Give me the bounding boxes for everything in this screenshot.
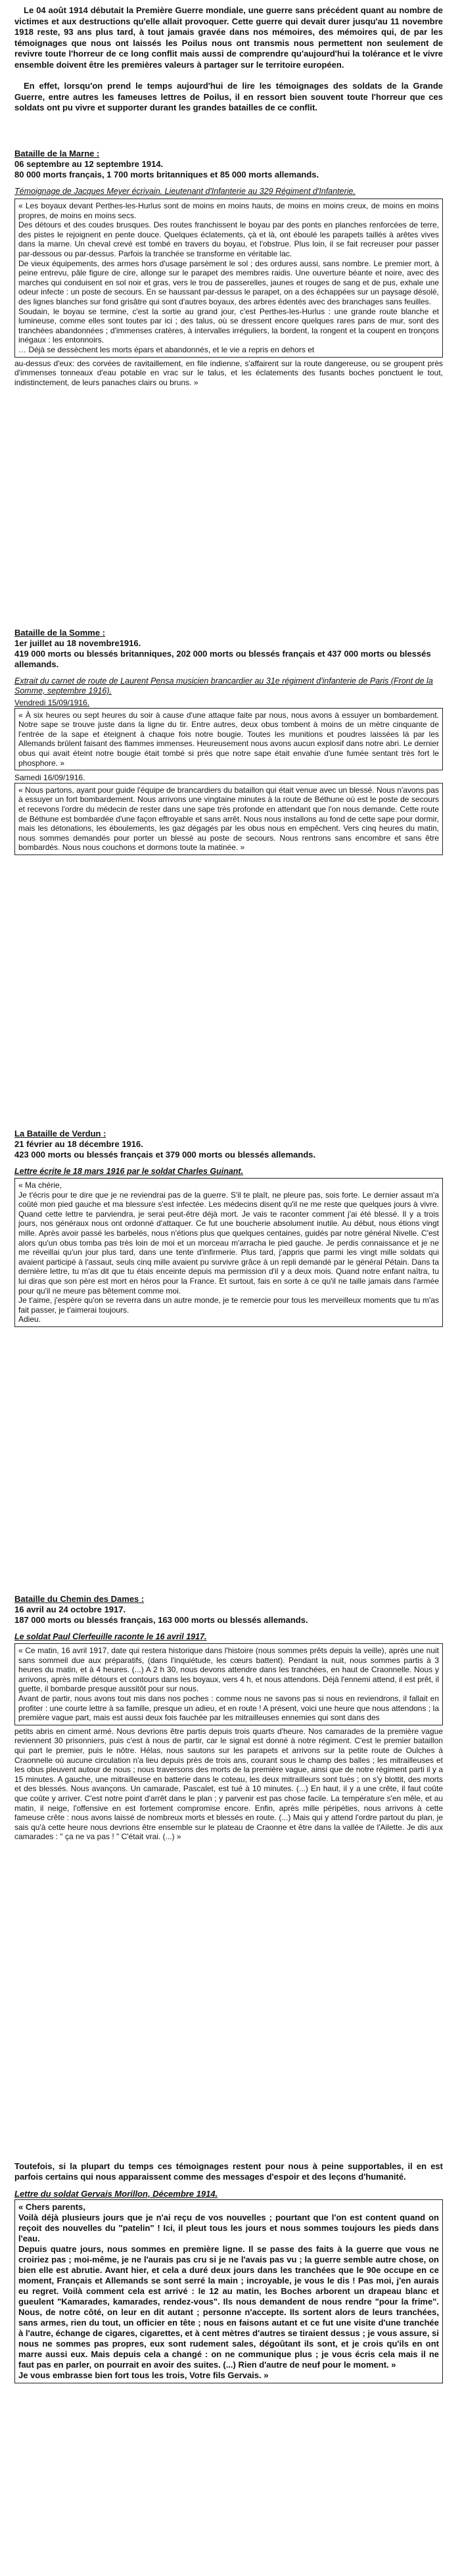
marne-testimony-box bbox=[14, 199, 443, 358]
closing-section bbox=[14, 2161, 443, 2383]
somme-date-1: Vendredi 15/09/1916. bbox=[14, 698, 90, 707]
marne-box-paragraph: « Les boyaux devant Perthes-les-Hurlus sont de moins en moins hauts, de moins en moins creux, de moins en moins propres, de moins en moins secs. bbox=[18, 201, 439, 220]
somme-title: Bataille de la Somme : bbox=[14, 628, 105, 638]
marne-testimony-title: Témoignage de Jacques Meyer écrivain. Lieutenant d'Infanterie au 329 Régiment d'Infanterie. bbox=[14, 187, 356, 196]
chemin-testimony-box bbox=[14, 1643, 443, 1725]
chemin-dates: 16 avril au 24 octobre 1917. bbox=[14, 1604, 126, 1614]
closing-letter-paragraph: Je vous embrasse bien fort tous les trois, Votre fils Gervais. » bbox=[18, 2370, 269, 2380]
chemin-section bbox=[14, 1594, 443, 1842]
marne-box-paragraph: De vieux équipements, des armes hors d'usage parsèment le sol ; des ordures aussi, sans nombre. Le premier mort, à peine entrevu, pâle figure de cire, allonge sur le parapet des membres raidis. Une ouverture béante et noire, avec des marches qui conduisent en sol noir et gras, vers le trou de passerelles, jaunes et rouges de sang et de pus, exhale une odeur infecte : un poste de secours. En se haussant par-dessus le parapet, on a des échappées sur un paysage désolé, des lignes blanches sur fond grisâtre qui sont d'autres boyaux, des arbres édentés avec des branchages sans feuilles. bbox=[18, 258, 439, 306]
marne-losses: 80 000 morts français, 1 700 morts britanniques et 85 000 morts allemands. bbox=[14, 170, 319, 179]
intro-paragraph-1: Le 04 août 1914 débutait la Première Guerre mondiale, une guerre sans précédent quant au nombre de victimes et aux destructions qu'elle allait provoquer. Cette guerre qui devait durer jusqu'au 11 novembre 1918 reste, 93 ans plus tard, à tout jamais gravée dans nos mémoires, des mémoires qui, de par les témoignages que nous ont laissés les Poilus nous ont transmis nous permettent non seulement de revivre toute l'horreur de ce long conflit mais aussi de comprendre qu'aujourd'hui la tolérance et le vivre ensemble doivent être les premières valeurs à partager sur le territoire européen. bbox=[14, 5, 443, 70]
marne-box-paragraph: … Déjà se dessèchent les morts épars et abandonnés, et le vie a repris en dehors et bbox=[18, 344, 315, 354]
somme-dates: 1er juillet au 18 novembre1916. bbox=[14, 638, 141, 648]
somme-box-paragraph: « À six heures ou sept heures du soir à cause d'une attaque faite par nous, nous avons à essuyer un bombardement. Notre sape se trouve juste dans la ligne du tir. Entre autres, deux obus tombent à moins de un mètre cinquante de l'entrée de la sape et éteignent à chaque fois notre bougie. Toutes les munitions et poudres laissées là par les Allemands brûlent faisant des flammes immenses. Heureusement nous avons aucun explosif dans notre abri. Le dernier obus qui avait éteint notre bougie était tombé si près que notre sape était envahie d'une fumée sentant très fort le phosphore. » bbox=[18, 710, 439, 768]
somme-box-paragraph: « Nous partons, ayant pour guide l'équipe de brancardiers du bataillon qui était venue avec un blessé. Nous n'avons pas à essuyer un fort bombardement. Nous arrivons une vingtaine minutes à la route de Béthune où est le poste de secours et recevons l'ordre du médecin de rester dans une sape très profonde en attendant que l'on nous demande. Cette route de Béthune est bombardée d'une façon effroyable et sans arrêt. Nous nous installons au fond de cette sape pour dormir, mais les détonations, les éboulements, les gaz dégagés par les obus nous en empêchent. Vers cinq heures du matin, nous sommes demandés pour porter un blessé au poste de secours. Nous rentrons sans encombre et sans être bombardés. Nous nous couchons et dormons toute la matinée. » bbox=[18, 785, 439, 853]
closing-letter-paragraph: « Chers parents, bbox=[18, 2202, 85, 2212]
marne-box-paragraph: Des détours et des coudes brusques. Des routes franchissent le boyau par des ponts en planches renforcées de terre, des pistes le rejoignent en pente douce. Quelques éclatements, çà et là, ont éboulé les parapets taillés à arêtes vives dans la marne. Un cheval crevé est tombé en travers du boyau, et l'obstrue. Plus loin, il se fait recreuser pour passer par-dessous ou par-dessus. Parfois la tranchée se transforme en véritable lac. bbox=[18, 220, 439, 258]
verdun-letter-paragraph: « Ma chérie, bbox=[18, 1181, 62, 1190]
marne-title: Bataille de la Marne : bbox=[14, 149, 100, 158]
chemin-losses: 187 000 morts ou blessés français, 163 000 morts ou blessés allemands. bbox=[14, 1615, 308, 1625]
chemin-title: Bataille du Chemin des Dames : bbox=[14, 1594, 145, 1604]
intro-paragraph-2: En effet, lorsqu'on prend le temps aujourd'hui de lire les témoignages des soldats de la Grande Guerre, entre autres les fameuses lettres de Poilus, il en ressort bien souvent toute l'horreur que ces soldats ont pu vivre et supporter durant les grandes batailles de ce conflit. bbox=[14, 81, 443, 112]
verdun-dates: 21 février au 18 décembre 1916. bbox=[14, 1139, 143, 1149]
chemin-after-box: petits abris en ciment armé. Nous devrions être partis depuis trois quarts d'heure. Nos camarades de la première vague reviennent 30 prisonniers, puis c'est à nous de partir, car le signal est donné à notre régiment. C'est le premier bataillon qui part le premier, puis le nôtre. Hélas, nous sautons sur les parapets et arrivons sur la petite route de Oulches à Craonnelle où aucune circulation n'a lieu depuis près de trois ans, courant sous le champ des balles ; les mitrailleuses et les obus pleuvent autour de nous ; nous traversons des morts de la première vague, ainsi que de notre régiment parti il y a 15 minutes. A gauche, une mitrailleuse en batterie dans le coteau, les deux mitrailleurs sont tués ; on s'y blottit, des morts et des blessés. Nous avançons. Un camarade, Pascalet, est tué à 10 minutes. (...) En haut, il y a une crête, il faut coûte que coûte y arriver. C'est notre point d'arrêt dans le plan ; y parvenir est pas chose facile. La température s'en mêle, et au matin, il neige, l'offensive en est fortement compromise encore. Enfin, après mille péripéties, nous arrivons à cette fameuse crête : nous avons laissé de nombreux morts et blessés en route. (...) Mais qui y attend l'ordre partout du plan, je sais qu'à cette heure nous devrions être ensemble sur le plateau de Craonne et être dans la vallée de l'Ailette. Je dis aux camarades : " ça ne va pas ! " C'était vrai. (...) » bbox=[14, 1726, 443, 1842]
closing-letter-paragraph: Depuis quatre jours, nous sommes en première ligne. Il se passe des faits à la guerre que vous ne croiriez pas ; moi-même, je ne l'aurais pas cru si je ne l'avais pas vu ; la guerre semble autre chose, on bien elle est abrutie. Avant hier, et cela a duré deux jours dans les tranchées que le 90e occupe en ce moment, Français et Allemands se sont serré la main ; incroyable, je vous le dis ! Pas moi, j'en aurais eu regret. Voilà comment cela est arrivé : le 12 au matin, les Boches arborent un drapeau blanc et gueulent "Kamarades, kamarades, rendez-vous". Ils nous demandent de nous rendre "pour la frime". Nous, de notre côté, on leur en dit autant ; personne n'accepte. Ils sortent alors de leurs tranchées, sans armes, rien du tout, un officier en tête ; nous en faisons autant et ce fut une visite d'une tranchée à l'autre, échange de cigares, cigarettes, et à cent mètres d'autres se tiraient dessus ; je vous assure, si nous ne sommes pas propres, eux sont rudement sales, dégoûtant ils sont, et je crois qu'ils en ont marre aussi eux. Mais depuis cela a changé : on ne communique plus ; je vous écris cela mais il ne faut pas en parler, on pourrait en avoir des suites. (...) Rien d'autre de neuf pour le moment. » bbox=[18, 2244, 439, 2370]
verdun-letter-paragraph: Je t'écris pour te dire que je ne reviendrai pas de la guerre. S'il te plaît, ne pleure pas, sois forte. Le dernier assaut m'a coûté mon pied gauche et ma blessure s'est infectée. Les médecins disent qu'il ne me reste que quelques jours à vivre. Quand cette lettre te parviendra, je serai peut-être déjà mort. Je vais te raconter comment j'ai été blessé. Il y a trois jours, nos généraux nous ont ordonné d'attaquer. Ce fut une boucherie absolument inutile. Au début, nous étions vingt mille. Après avoir passé les barbelés, nous n'étions plus que quelques centaines, guidés par notre général Nivelle. C'est alors qu'un obus tomba pas très loin de moi et un morceau m'arracha le pied gauche. Je perdis connaissance et je ne me réveillai qu'un jour plus tard, dans une tente d'infirmerie. Plus tard, j'appris que parmi les vingt mille soldats qui avaient participé à l'assaut, seuls cinq mille avaient pu survivre grâce à un repli demandé par le général Pétain. Dans ta dernière lettre, tu m'as dit que tu étais enceinte depuis ma permission d'il y a deux mois. Quand notre enfant naîtra, tu lui diras que son père est mort en héros pour la France. Et surtout, fais en sorte à ce qu'il ne taille jamais dans l'armée pour qu'il ne meure pas bêtement comme moi. bbox=[18, 1190, 439, 1296]
somme-date-2: Samedi 16/09/1916. bbox=[14, 773, 85, 783]
verdun-letter-box bbox=[14, 1178, 443, 1327]
marne-section bbox=[14, 149, 443, 387]
somme-testimony-box-1 bbox=[14, 708, 443, 771]
verdun-losses: 423 000 morts ou blessés français et 379 000 morts ou blessés allemands. bbox=[14, 1150, 316, 1159]
closing-letter-box bbox=[14, 2199, 443, 2383]
intro-section bbox=[14, 5, 443, 124]
verdun-title: La Bataille de Verdun : bbox=[14, 1129, 106, 1138]
verdun-section bbox=[14, 1129, 443, 1327]
marne-dates: 06 septembre au 12 septembre 1914. bbox=[14, 159, 164, 169]
closing-paragraph: Toutefois, si la plupart du temps ces témoignages restent pour nous à peine supportables, il en est parfois certains qui nous apparaissent comme des messages d'espoir et des leçons d'humanité. bbox=[14, 2161, 443, 2182]
somme-testimony-title: Extrait du carnet de route de Laurent Pensa musicien brancardier au 31e régiment d'infanterie de Paris (Front de la Somme, septembre 1916). bbox=[14, 676, 433, 695]
closing-letter-paragraph: Voilà déjà plusieurs jours que je n'ai reçu de vos nouvelles ; pourtant que l'on est content quand on reçoit des nouvelles du "patelin" ! Ici, il pleut tous les jours et nous sommes toujours les pieds dans l'eau. bbox=[18, 2213, 439, 2243]
marne-box-paragraph: Soudain, le boyau se termine, c'est la sortie au grand jour, c'est Perthes-les-Hurlus : une grande route blanche et lumineuse, comme elles sont toutes par ici ; des talus, où se dressent encore quelques rares pans de mur, sont des tranchées abandonnées ; d'immenses cratères, à intervalles irréguliers, la bordent, la rongent et la coupent en tronçons inégaux : les entonnoirs. bbox=[18, 306, 439, 345]
closing-letter-title: Lettre du soldat Gervais Morillon, Décembre 1914. bbox=[14, 2189, 218, 2199]
chemin-box-paragraph: « Ce matin, 16 avril 1917, date qui restera historique dans l'histoire (nous sommes prêts depuis la veille), après une nuit sans sommeil due aux préparatifs, (dans l'inquiétude, les cœurs battent). Pendant la nuit, nous sommes partis à 3 heures du matin, et à 4 heures. (...) A 2 h 30, nous devons attendre dans les tranchées, en haut de Craonnelle. Nous y arrivons, après mille détours et contours dans les boyaux, vers 4 h, et nous attendons. Déjà l'ennemi attend, il est prêt, il guette, il bombarde presque aussitôt pour sur nous. bbox=[18, 1646, 439, 1694]
verdun-letter-paragraph: Adieu. bbox=[18, 1315, 41, 1324]
marne-after-box: au-dessus d'eux: des corvées de ravitaillement, en file indienne, s'affairent sur la route dangereuse, ou se groupent près d'immenses tonneaux d'eau potable en vrac sur le talus, et les éclatements des fusants boches ponctuent le tout, indistinctement, de leurs panaches clairs ou bruns. » bbox=[14, 358, 443, 387]
chemin-letter-title: Le soldat Paul Clerfeuille raconte le 16 avril 1917. bbox=[14, 1632, 207, 1641]
verdun-letter-paragraph: Je t'aime, j'espère qu'on se reverra dans un autre monde, je te remercie pour tous les merveilleux moments que tu m'as fait passer, je t'aimerai toujours. bbox=[18, 1296, 439, 1315]
somme-section bbox=[14, 628, 443, 855]
chemin-box-paragraph: Avant de partir, nous avons tout mis dans nos poches : comme nous ne savons pas si nous en reviendrons, il fallait en profiter : une courte lettre à sa famille, presque un adieu, et en route ! A présent, voici une heure que nous attendons ; la première vague part, mais est aussi deux fois fauchée par les mitrailleuses ennemies qui sont dans des bbox=[18, 1693, 439, 1723]
somme-testimony-box-2 bbox=[14, 783, 443, 855]
somme-losses: 419 000 morts ou blessés britanniques, 202 000 morts ou blessés français et 437 000 morts ou blessés allemands. bbox=[14, 649, 431, 669]
verdun-letter-title: Lettre écrite le 18 mars 1916 par le soldat Charles Guinant. bbox=[14, 1167, 244, 1176]
